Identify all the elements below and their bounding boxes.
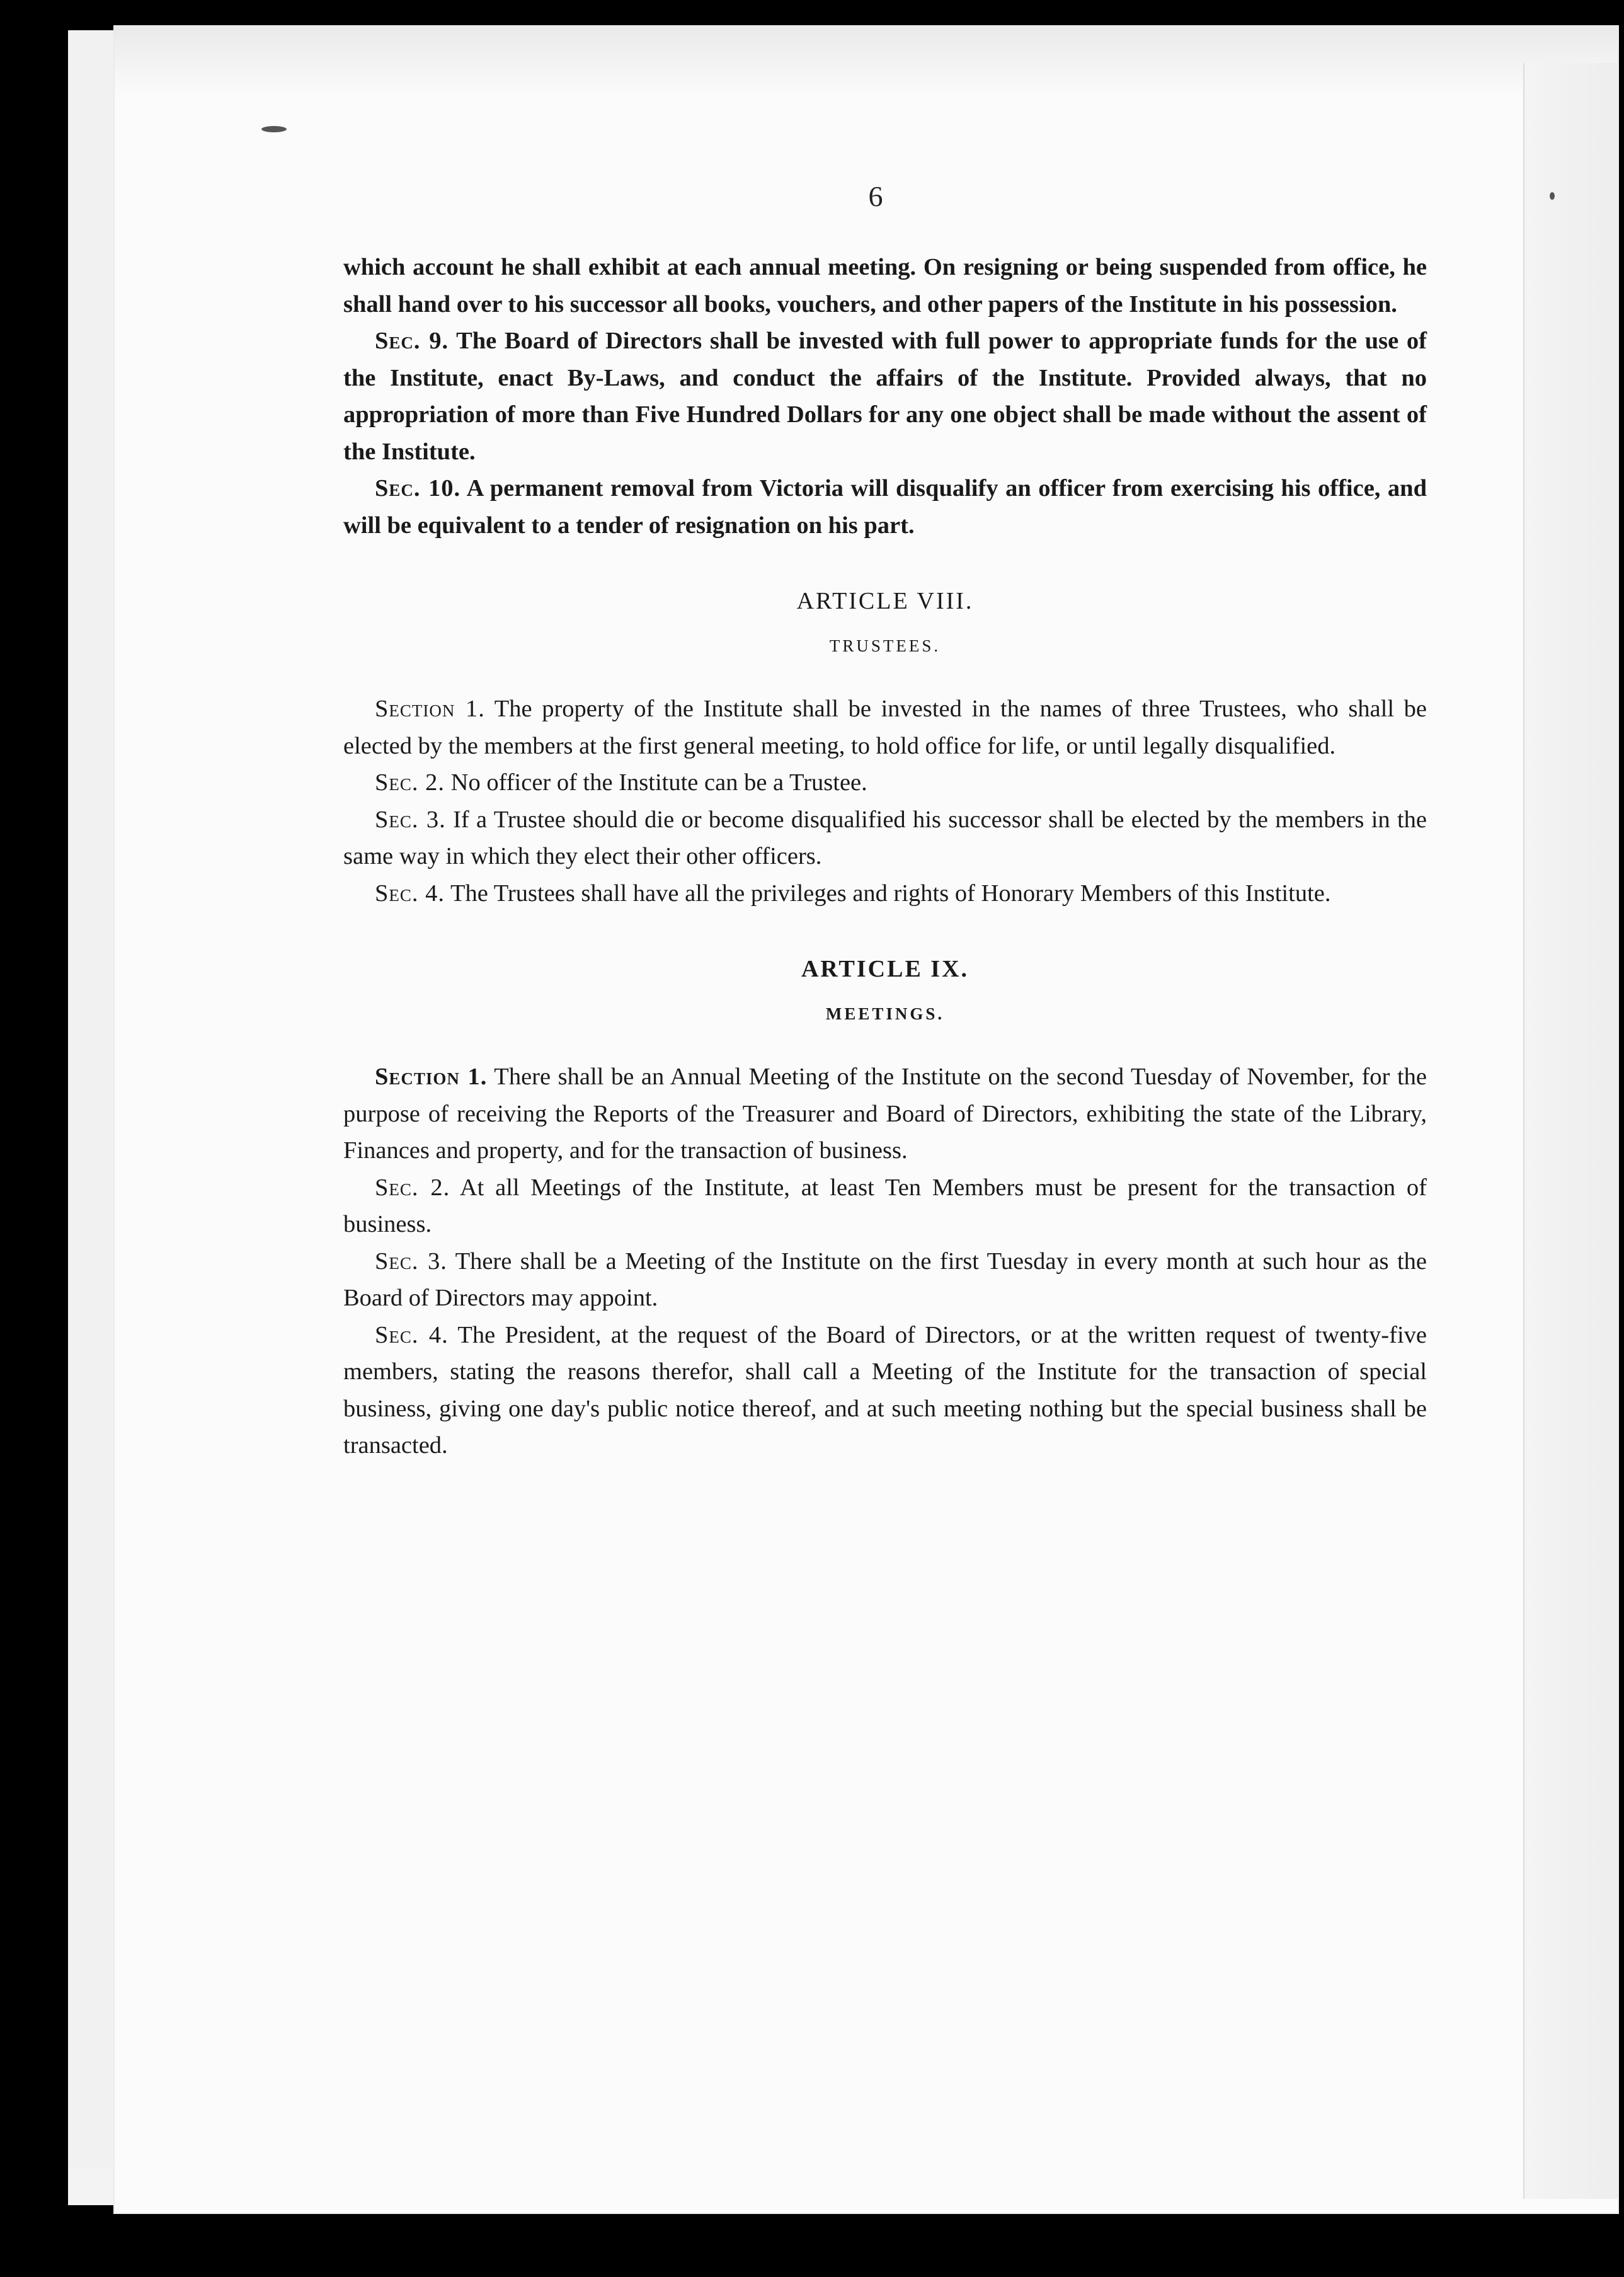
article-8-title: ARTICLE VIII.	[796, 588, 974, 614]
article7-section-10	[343, 470, 1427, 544]
article9-section-4	[343, 1317, 1427, 1464]
article9-section-1	[343, 1058, 1427, 1169]
ink-speck	[1550, 192, 1555, 200]
section-text: A permanent removal from Victoria will disqualify an officer from exercising his office, and will be equivalent to a tender of resignation on his part.	[343, 475, 1427, 539]
article8-section-4	[343, 875, 1427, 912]
article8-section-2	[343, 764, 1427, 801]
article8-section-1	[343, 691, 1427, 764]
section-label: Sec. 2.	[375, 769, 445, 796]
section-label: Sec. 2.	[375, 1174, 450, 1201]
page-number: 6	[868, 180, 883, 212]
article9-section-3	[343, 1243, 1427, 1317]
section-text: There shall be an Annual Meeting of the Institute on the second Tuesday of November, for the purpose of receiving the Reports of the Treasurer and Board of Directors, exhibiting the state of the Library, Finances and property, and for the transaction of business.	[343, 1064, 1427, 1164]
section-label: Sec. 9.	[375, 328, 449, 354]
section-text: The Trustees shall have all the privileges and rights of Honorary Members of this Institute.	[450, 880, 1331, 907]
section-label: Section 1.	[375, 696, 485, 722]
section-label: Sec. 3.	[375, 1247, 447, 1275]
section-text: The President, at the request of the Board of Directors, or at the written request of twenty-five members, stating the reasons therefor, shall call a Meeting of the Institute for the transaction of special business, giving one day's public notice thereof, and at such meeting nothing but the special business shall be transacted.	[343, 1321, 1427, 1459]
document-body	[343, 249, 1427, 1464]
article-9-title: ARTICLE IX.	[801, 956, 969, 982]
section-text: The Board of Directors shall be invested with full power to appropriate funds for the use of the Institute, enact By-Laws, and conduct the affairs of the Institute. Provided always, that no appropriation of more than Five Hundred Dollars for any one object shall be made without the assent of the Institute.	[343, 328, 1427, 465]
article7-section-9	[343, 323, 1427, 470]
article-8-subtitle: TRUSTEES.	[829, 636, 941, 655]
article8-section-3	[343, 801, 1427, 875]
ink-speck	[261, 126, 287, 132]
section-text: If a Trustee should die or become disqualified his successor shall be elected by the members in the same way in which they elect their other officers.	[343, 806, 1427, 869]
paragraph-continuation: which account he shall exhibit at each annual meeting. On resigning or being suspended from office, he shall hand over to his successor all books, vouchers, and other papers of the Institute in his possession.	[343, 254, 1427, 318]
section-label: Sec. 4.	[375, 880, 445, 907]
section-text: There shall be a Meeting of the Institute on the first Tuesday in every month at such hour as the Board of Directors may appoint.	[343, 1247, 1427, 1311]
article9-section-2	[343, 1169, 1427, 1243]
section-text: No officer of the Institute can be a Trustee.	[450, 769, 867, 796]
section-label: Sec. 4.	[375, 1321, 449, 1348]
section-label: Section 1.	[375, 1064, 488, 1090]
section-label: Sec. 10.	[375, 475, 461, 502]
adjacent-page-strip	[1523, 63, 1619, 2199]
section-label: Sec. 3.	[375, 806, 446, 833]
article-9-subtitle: MEETINGS.	[825, 1004, 945, 1023]
section-text: The property of the Institute shall be invested in the names of three Trustees, who shall be elected by the members at the first general meeting, to hold office for life, or until legally disqualified.	[343, 696, 1427, 759]
section-text: At all Meetings of the Institute, at least Ten Members must be present for the transaction of business.	[343, 1174, 1427, 1237]
